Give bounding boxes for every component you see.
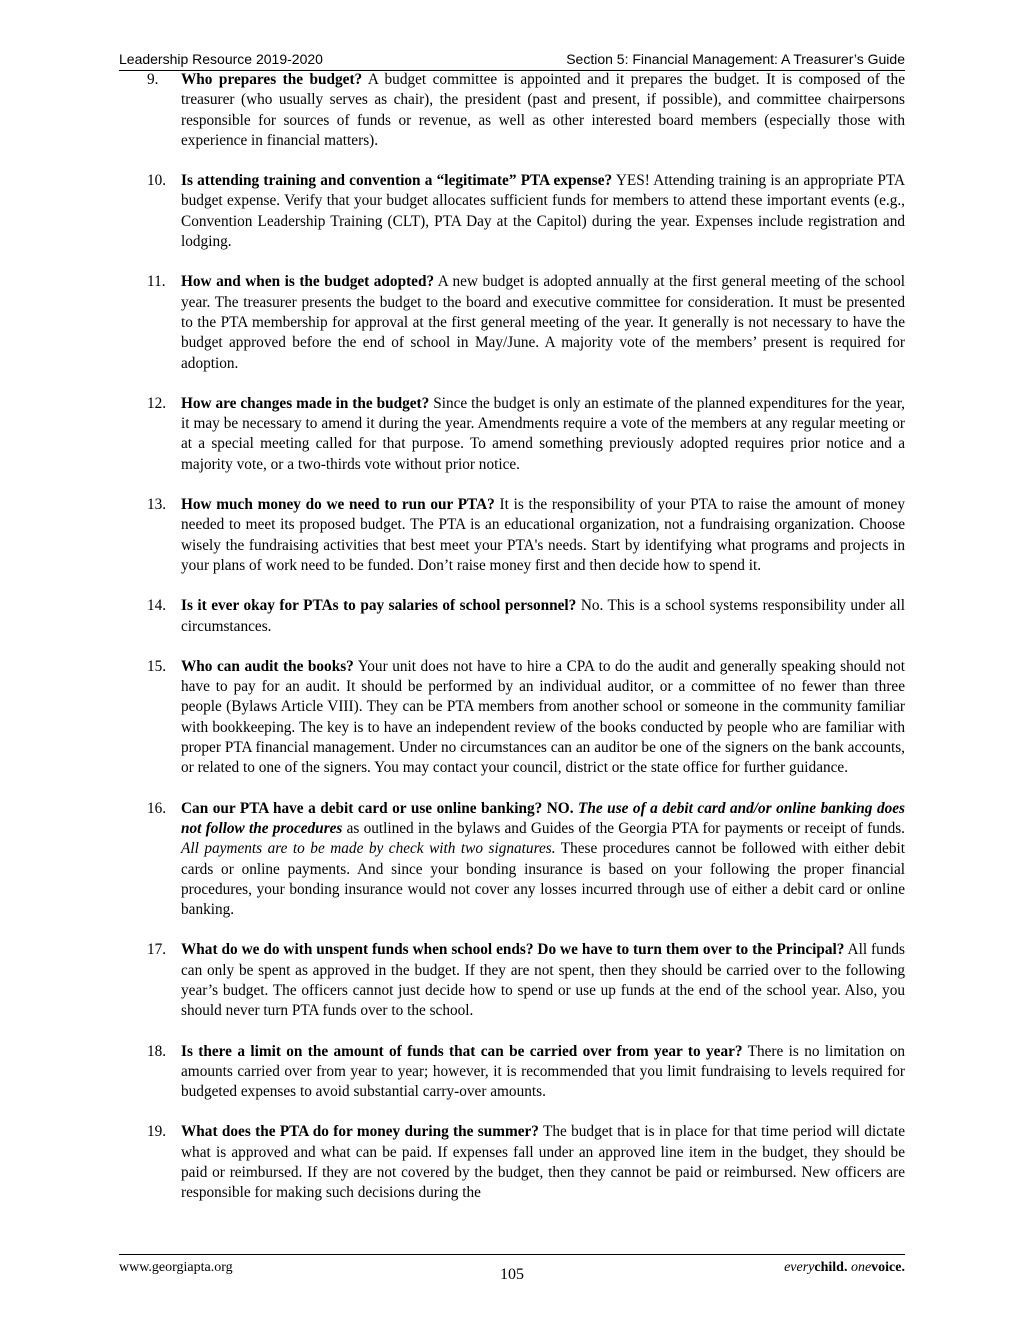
question: What does the PTA do for money during the summer? — [181, 1123, 539, 1141]
item-number: 19. — [147, 1123, 167, 1141]
header-title-right: Section 5: Financial Management: A Treasurer’s Guide — [566, 51, 905, 67]
page-number: 105 — [500, 1266, 524, 1283]
answer: No. This is a school systems responsibility under all circumstances. — [181, 597, 905, 635]
emphasis-italic: All payments are to be made by check with two signatures. — [181, 840, 556, 858]
header-title-left: Leadership Resource 2019-2020 — [119, 51, 323, 67]
answer: A new budget is adopted annually at the first general meeting of the school year. The treasurer presents the budget to the board and executive committee for consideration. It must be presented to the PTA membership for approval at the first general meeting of the year. It generally is not necessary to have the budget approved before the end of school in May/June. A majority vote of the members’ present is required for adoption. — [181, 273, 905, 372]
faq-item-16 — [147, 799, 905, 921]
answer: All funds can only be spent as approved in the budget. If they are not spent, then they should be carried over to the following year’s budget. The officers cannot just decide how to spend or use up funds at the end of the school year. Also, you should never turn PTA funds over to the school. — [181, 941, 905, 1020]
question: Is it ever okay for PTAs to pay salaries of school personnel? — [181, 597, 577, 615]
page-header — [119, 50, 905, 71]
question: Is attending training and convention a “legitimate” PTA expense? — [181, 172, 613, 190]
question: Is there a limit on the amount of funds that can be carried over from year to year? — [181, 1042, 743, 1060]
answer: There is no limitation on amounts carried over from year to year; however, it is recommended that you limit fundraising to levels required for budgeted expenses to avoid substantial carry-over amounts. — [181, 1042, 906, 1101]
question: Can our PTA have a debit card or use online banking? NO. — [181, 799, 574, 817]
faq-item-12 — [147, 394, 905, 475]
answer: as outlined in the bylaws and Guides of the Georgia PTA for payments or receipt of funds. — [342, 819, 905, 837]
faq-list — [147, 70, 905, 1224]
item-number: 15. — [147, 657, 167, 675]
item-number: 12. — [147, 394, 167, 412]
answer-continued: These procedures cannot be followed with either debit cards or online payments. And since your bonding insurance is based on your following the proper financial procedures, your bonding insurance would not cover any losses incurred through use of either a debit card or online banking. — [181, 840, 905, 919]
footer-website: www.georgiapta.org — [119, 1260, 233, 1275]
answer: Since the budget is only an estimate of the planned expenditures for the year, it may be necessary to amend it during the year. Amendments require a vote of the members at any regular meeting or at a special meeting called for that purpose. To amend something previously adopted requires prior notice and a majority vote, or a two-thirds vote without prior notice. — [181, 394, 905, 473]
answer: Your unit does not have to hire a CPA to do the audit and generally speaking should not have to pay for an audit. It should be performed by an individual auditor, or a committee of no fewer than three people (Bylaws Article VIII). They can be PTA members from another school or someone in the community familiar with bookkeeping. The key is to have an independent review of the books conducted by people who are familiar with proper PTA financial management. Under no circumstances can an auditor be one of the signers on the bank accounts, or related to one of the signers. You may contact your council, district or the state office for further guidance. — [181, 657, 905, 777]
footer-tagline — [784, 1260, 905, 1276]
faq-item-15 — [147, 657, 905, 779]
item-number: 18. — [147, 1042, 167, 1060]
faq-item-10 — [147, 171, 905, 252]
emphasis-bold-italic: The use of a debit card and/or online banking does not follow the procedures — [181, 799, 905, 837]
faq-item-13 — [147, 495, 905, 576]
item-number: 9. — [147, 71, 159, 88]
question: Who can audit the books? — [181, 657, 354, 675]
question: How are changes made in the budget? — [181, 394, 430, 412]
faq-item-18 — [147, 1042, 905, 1103]
faq-item-17 — [147, 940, 905, 1021]
item-number: 13. — [147, 496, 167, 514]
answer: It is the responsibility of your PTA to raise the amount of money needed to meet its proposed budget. The PTA is an educational organization, not a fundraising organization. Choose wisely the fundraising activities that best meet your PTA's needs. Start by identifying what programs and projects in your plans of work need to be funded. Don’t raise money first and then decide how to spend it. — [181, 496, 905, 574]
question: How and when is the budget adopted? — [181, 273, 435, 291]
faq-item-19 — [147, 1122, 905, 1203]
question: How much money do we need to run our PTA? — [181, 496, 495, 514]
item-number: 17. — [147, 941, 167, 959]
tagline-child: child. — [814, 1260, 851, 1275]
item-number: 16. — [147, 799, 167, 817]
question: Who prepares the budget? — [181, 71, 363, 88]
tagline-every: every — [784, 1260, 815, 1275]
item-number: 11. — [147, 273, 166, 291]
question: What do we do with unspent funds when school ends? Do we have to turn them over to the Principal? — [181, 941, 845, 959]
faq-item-11 — [147, 272, 905, 373]
faq-item-14 — [147, 596, 905, 637]
tagline-one: one — [850, 1260, 872, 1275]
answer: YES! Attending training is an appropriate PTA budget expense. Verify that your budget allocates sufficient funds for members to attend these important events (e.g., Convention Leadership Training (CLT), PTA Day at the Capitol) during the year. Expenses include registration and lodging. — [181, 172, 906, 251]
footer-divider — [119, 1254, 905, 1255]
answer: A budget committee is appointed and it prepares the budget. It is composed of the treasurer (who usually serves as chair), the president (past and present, if possible), and committee chairpersons responsible for sources of funds or revenue, as well as other interested board members (especially those with experience in financial matters). — [181, 71, 905, 149]
answer: The budget that is in place for that time period will dictate what is approved and what can be paid. If expenses fall under an approved line item in the budget, they should be paid or reimbursed. If they are not covered by the budget, then they cannot be paid or reimbursed. New officers are responsible for making such decisions during the — [181, 1123, 905, 1202]
item-number: 14. — [147, 597, 167, 615]
faq-item-9 — [147, 70, 905, 151]
item-number: 10. — [147, 172, 167, 190]
tagline-voice: voice. — [871, 1260, 905, 1275]
